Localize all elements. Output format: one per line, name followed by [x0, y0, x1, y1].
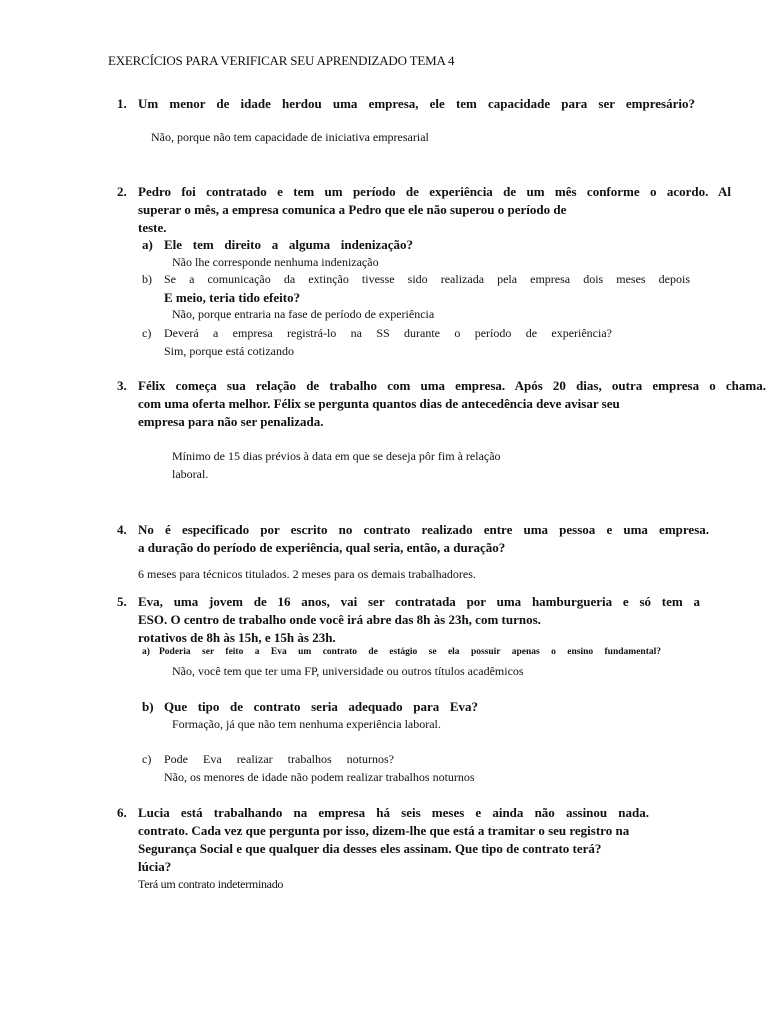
q2c-answer: Sim, porque está cotizando	[164, 344, 294, 358]
q3-question-line2: com uma oferta melhor. Félix se pergunta quantos dias de antecedência deve avisar seu	[138, 396, 620, 411]
q3-answer-line2: laboral.	[172, 467, 209, 481]
q1-answer: Não, porque não tem capacidade de iniciativa empresarial	[151, 130, 429, 144]
q2-question-line2: superar o mês, a empresa comunica a Pedro que ele não superou o período de	[138, 202, 567, 217]
q2c-question: Deverá a empresa registrá-lo na SS durante o período de experiência?	[164, 326, 612, 340]
q5-question-line3: rotativos de 8h às 15h, e 15h às 23h.	[138, 630, 336, 645]
q6-number: 6.	[117, 805, 127, 820]
q1-question: Um menor de idade herdou uma empresa, ele tem capacidade para ser empresário?	[138, 96, 695, 111]
page-title: EXERCÍCIOS PARA VERIFICAR SEU APRENDIZADO TEMA 4	[108, 53, 455, 68]
q5b-label: b)	[142, 699, 154, 714]
q5c-label: c)	[142, 752, 152, 766]
q3-question-line3: empresa para não ser penalizada.	[138, 414, 324, 429]
q6-question-line2: contrato. Cada vez que pergunta por isso, dizem-lhe que está a tramitar o seu registro na	[138, 823, 630, 838]
q2a-answer: Não lhe corresponde nenhuma indenização	[172, 255, 379, 269]
q5b-question: Que tipo de contrato seria adequado para Eva?	[164, 699, 478, 714]
q2a-question: Ele tem direito a alguma indenização?	[164, 237, 413, 252]
q5b-answer: Formação, já que não tem nenhuma experiência laboral.	[172, 717, 441, 731]
q2a-label: a)	[142, 237, 153, 252]
q2b-question-line2: E meio, teria tido efeito?	[164, 290, 301, 305]
q6-question-line4: lúcia?	[138, 859, 172, 874]
q6-question-line3: Segurança Social e que qualquer dia desses eles assinam. Que tipo de contrato terá?	[138, 841, 602, 856]
q5-question-line2: ESO. O centro de trabalho onde você irá abre das 8h às 23h, com turnos.	[138, 612, 541, 627]
q5a-answer: Não, você tem que ter uma FP, universidade ou outros títulos acadêmicos	[172, 664, 524, 678]
q5-number: 5.	[117, 594, 127, 609]
q2-question-line1: Pedro foi contratado e tem um período de experiência de um mês conforme o acordo. Al	[138, 184, 731, 199]
q2c-label: c)	[142, 326, 152, 340]
q3-answer-line1: Mínimo de 15 dias prévios à data em que se deseja pôr fim à relação	[172, 449, 501, 463]
q3-question-line1: Félix começa sua relação de trabalho com uma empresa. Após 20 dias, outra empresa o chama.	[138, 378, 766, 393]
q3-number: 3.	[117, 378, 127, 393]
q5c-question: Pode Eva realizar trabalhos noturnos?	[164, 752, 394, 766]
q5a-label: a)	[142, 647, 150, 657]
q5c-answer: Não, os menores de idade não podem realizar trabalhos noturnos	[164, 770, 475, 784]
q2b-label: b)	[142, 272, 152, 286]
q2b-answer: Não, porque entraria na fase de período de experiência	[172, 307, 435, 321]
q4-question-line2: a duração do período de experiência, qual seria, então, a duração?	[138, 540, 506, 555]
q4-answer: 6 meses para técnicos titulados. 2 meses para os demais trabalhadores.	[138, 567, 476, 581]
q4-question-line1: No é especificado por escrito no contrato realizado entre uma pessoa e uma empresa.	[138, 522, 709, 537]
q5a-question: Poderia ser feito a Eva um contrato de estágio se ela possuir apenas o ensino fundamental?	[159, 647, 661, 657]
q6-answer: Terá um contrato indeterminado	[138, 877, 284, 891]
q1-number: 1.	[117, 96, 127, 111]
q2-number: 2.	[117, 184, 127, 199]
q4-number: 4.	[117, 522, 127, 537]
q2-question-line3: teste.	[138, 220, 167, 235]
q6-question-line1: Lucia está trabalhando na empresa há seis meses e ainda não assinou nada.	[138, 805, 649, 820]
q5-question-line1: Eva, uma jovem de 16 anos, vai ser contratada por uma hamburgueria e só tem a	[138, 594, 700, 609]
q2b-question-line1: Se a comunicação da extinção tivesse sido realizada pela empresa dois meses depois	[164, 272, 690, 286]
